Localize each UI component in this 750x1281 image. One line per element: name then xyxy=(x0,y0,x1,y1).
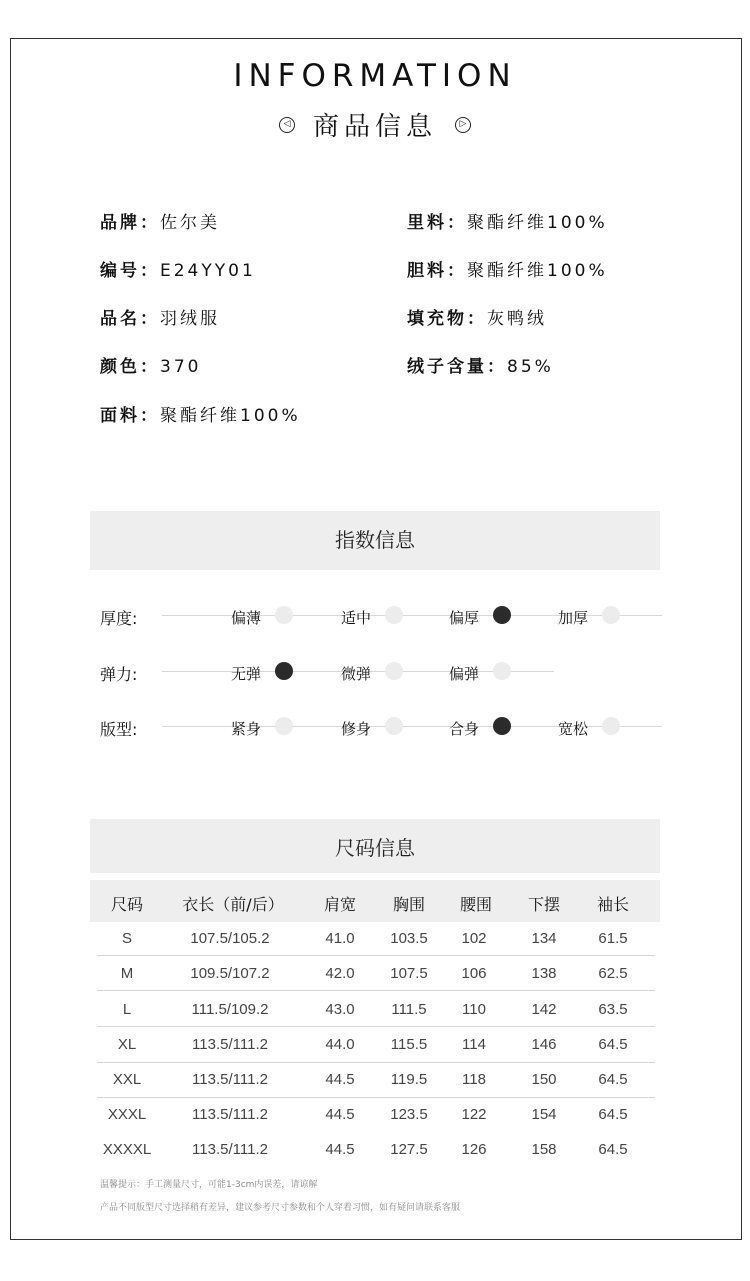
index-label-elasticity: 弹力: xyxy=(100,665,138,684)
option-thin-dot xyxy=(275,606,293,624)
left-arrow-icon: ◁ xyxy=(279,117,295,133)
table-cell: 44.5 xyxy=(325,1106,355,1123)
table-cell: 64.5 xyxy=(598,1036,628,1053)
table-cell: 158 xyxy=(531,1141,557,1158)
header-shoulder: 肩宽 xyxy=(323,895,357,914)
header-sleeve: 袖长 xyxy=(596,895,630,914)
table-cell: XL xyxy=(117,1036,137,1053)
table-cell: XXXXL xyxy=(102,1141,152,1158)
row-divider xyxy=(97,990,655,991)
option-extra-thick: 加厚 xyxy=(558,609,589,627)
table-cell: 119.5 xyxy=(390,1071,428,1088)
header-waist: 腰围 xyxy=(459,895,493,914)
table-cell: 44.5 xyxy=(325,1141,355,1158)
table-cell: 113.5/111.2 xyxy=(192,1106,268,1123)
table-cell: 109.5/107.2 xyxy=(190,965,270,982)
info-lining: 里料：聚酯纤维100% xyxy=(407,213,608,233)
table-cell: XXL xyxy=(112,1071,142,1088)
option-stretchy: 偏弹 xyxy=(449,665,480,683)
table-cell: 44.0 xyxy=(325,1036,355,1053)
option-extra-thick-dot xyxy=(602,606,620,624)
header-hem: 下摆 xyxy=(527,895,561,914)
info-name: 品名：羽绒服 xyxy=(100,309,220,329)
title-chinese: 商品信息 xyxy=(312,112,437,142)
right-arrow-icon: ▷ xyxy=(455,117,471,133)
row-divider xyxy=(97,1062,655,1063)
option-slight-stretch: 微弹 xyxy=(341,665,372,683)
table-cell: 111.5/109.2 xyxy=(191,1001,269,1018)
option-slim-dot xyxy=(385,717,403,735)
table-cell: 44.5 xyxy=(325,1071,355,1088)
table-cell: 61.5 xyxy=(598,930,628,947)
table-cell: S xyxy=(121,930,133,947)
index-label-fit: 版型: xyxy=(100,720,138,739)
option-stretchy-dot xyxy=(493,662,511,680)
table-cell: 63.5 xyxy=(598,1001,628,1018)
table-cell: 123.5 xyxy=(390,1106,428,1123)
option-thick: 偏厚 xyxy=(449,609,480,627)
table-cell: 42.0 xyxy=(325,965,355,982)
table-cell: 150 xyxy=(531,1071,557,1088)
title-english: INFORMATION xyxy=(233,58,517,94)
table-cell: 113.5/111.2 xyxy=(192,1141,268,1158)
table-cell: 107.5 xyxy=(390,965,428,982)
option-medium-dot xyxy=(385,606,403,624)
option-thick-dot-selected xyxy=(493,606,511,624)
option-slight-stretch-dot xyxy=(385,662,403,680)
table-cell: 64.5 xyxy=(598,1106,628,1123)
option-loose-dot xyxy=(602,717,620,735)
index-label-thickness: 厚度: xyxy=(100,609,138,628)
table-cell: 142 xyxy=(531,1001,557,1018)
size-note-fit: 产品不同版型尺寸选择稍有差异，建议参考尺寸参数和个人穿着习惯，如有疑问请联系客服 xyxy=(100,1203,461,1213)
table-cell: 113.5/111.2 xyxy=(192,1036,268,1053)
table-cell: 110 xyxy=(462,1001,486,1018)
info-code: 编号：E24YY01 xyxy=(100,261,256,281)
table-cell: 103.5 xyxy=(390,930,428,947)
table-cell: 114 xyxy=(462,1036,486,1053)
info-brand: 品牌：佐尔美 xyxy=(100,213,220,233)
header-chest: 胸围 xyxy=(392,895,426,914)
table-cell: 154 xyxy=(531,1106,557,1123)
table-cell: 111.5 xyxy=(391,1001,427,1018)
table-cell: 146 xyxy=(531,1036,557,1053)
info-fabric: 面料：聚酯纤维100% xyxy=(100,406,301,426)
option-no-stretch-dot-selected xyxy=(275,662,293,680)
option-slim: 修身 xyxy=(341,720,372,738)
option-tight-dot xyxy=(275,717,293,735)
index-section-title: 指数信息 xyxy=(90,511,660,570)
table-cell: 118 xyxy=(462,1071,486,1088)
option-regular: 合身 xyxy=(449,720,480,738)
info-down-content: 绒子含量：85% xyxy=(407,357,554,377)
table-cell: 122 xyxy=(461,1106,487,1123)
table-cell: 64.5 xyxy=(598,1071,628,1088)
table-cell: 138 xyxy=(531,965,557,982)
table-cell: XXXL xyxy=(107,1106,147,1123)
table-cell: 107.5/105.2 xyxy=(190,930,270,947)
table-cell: 106 xyxy=(461,965,487,982)
size-note-measure: 温馨提示：手工测量尺寸，可能1-3cm内误差，请谅解 xyxy=(100,1180,318,1190)
header-length: 衣长（前/后） xyxy=(182,895,284,914)
option-tight: 紧身 xyxy=(231,720,262,738)
info-color: 颜色：370 xyxy=(100,357,202,377)
header-size: 尺码 xyxy=(110,895,144,914)
table-cell: L xyxy=(122,1001,132,1018)
option-no-stretch: 无弹 xyxy=(231,665,262,683)
option-medium: 适中 xyxy=(341,609,372,627)
option-loose: 宽松 xyxy=(558,720,589,738)
table-cell: 134 xyxy=(531,930,557,947)
option-regular-dot-selected xyxy=(493,717,511,735)
title-chinese-row xyxy=(0,106,750,143)
table-cell: 126 xyxy=(461,1141,487,1158)
table-cell: 102 xyxy=(461,930,487,947)
row-divider xyxy=(97,1097,655,1098)
table-cell: 64.5 xyxy=(598,1141,628,1158)
size-section-title: 尺码信息 xyxy=(90,819,660,873)
table-cell: 43.0 xyxy=(325,1001,355,1018)
row-divider xyxy=(97,955,655,956)
table-cell: 41.0 xyxy=(325,930,355,947)
size-table-header xyxy=(90,880,660,922)
info-inner: 胆料：聚酯纤维100% xyxy=(407,261,608,281)
table-cell: 115.5 xyxy=(390,1036,428,1053)
row-divider xyxy=(97,1026,655,1027)
option-thin: 偏薄 xyxy=(231,609,262,627)
table-cell: M xyxy=(120,965,134,982)
info-filling: 填充物：灰鸭绒 xyxy=(407,309,547,329)
table-cell: 62.5 xyxy=(598,965,628,982)
table-cell: 113.5/111.2 xyxy=(192,1071,268,1088)
table-cell: 127.5 xyxy=(390,1141,428,1158)
